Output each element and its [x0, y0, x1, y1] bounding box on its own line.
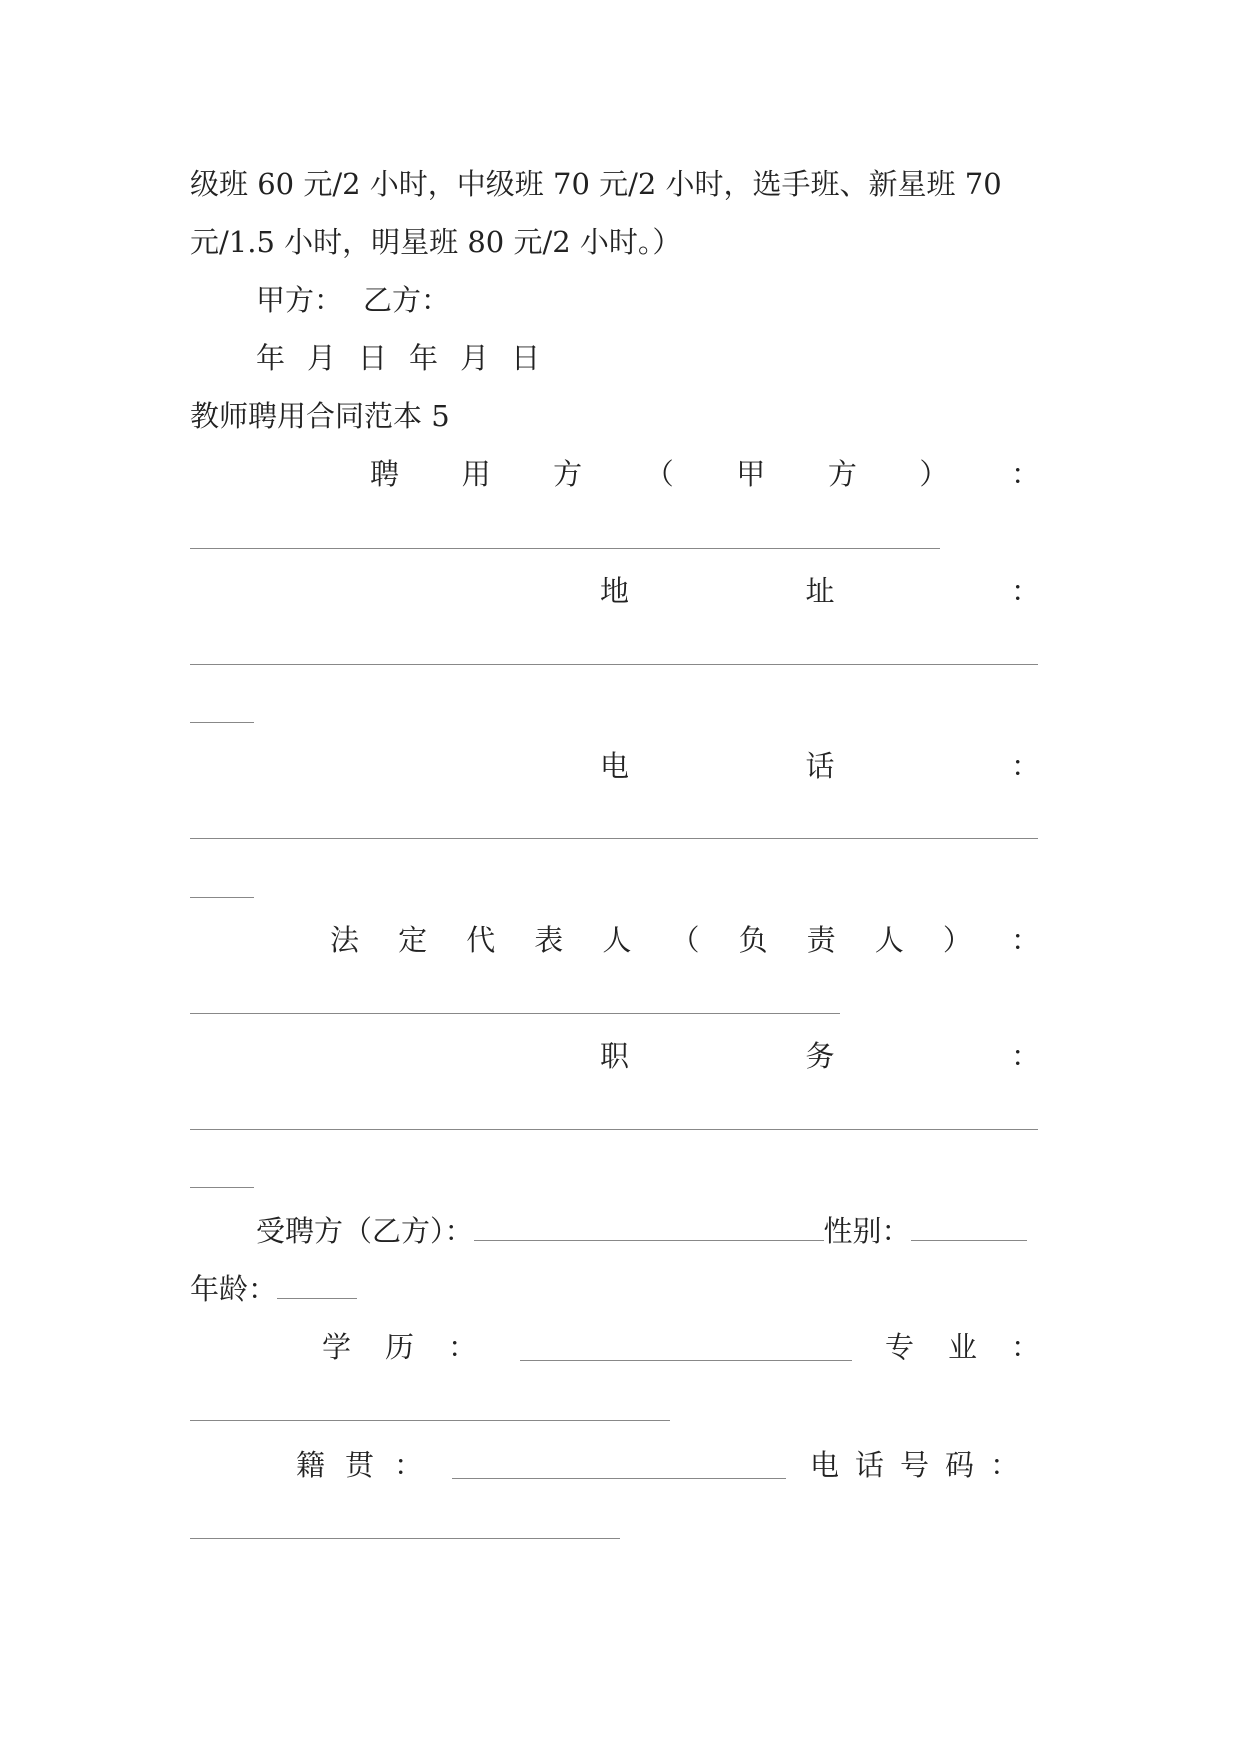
- phone-label-char: ：: [1010, 749, 1040, 783]
- major-chars: [885, 1329, 1040, 1365]
- address-label-char: 地: [600, 574, 630, 608]
- education-label-char: ：: [448, 1330, 478, 1364]
- employer-name-blank: [190, 548, 940, 549]
- legal-rep-label-char: 责: [806, 923, 836, 957]
- party-a-label: 甲方：: [256, 283, 344, 317]
- date-char: 月: [460, 341, 490, 375]
- phone-blank-continued: [190, 897, 254, 898]
- phone-number-label-char: ：: [990, 1448, 1020, 1482]
- employer-label-char: 用: [461, 457, 491, 491]
- age-line: [190, 1271, 357, 1307]
- native-place-label-char: ：: [394, 1448, 424, 1482]
- legal-rep-label-char: （: [670, 923, 700, 957]
- position-label-char: 职: [600, 1039, 630, 1073]
- native-place-label-char: 贯: [345, 1448, 375, 1482]
- position-blank-continued: [190, 1187, 254, 1188]
- section-title: 教师聘用合同范本 5: [190, 399, 450, 433]
- native-place-blank: [452, 1478, 786, 1479]
- legal-rep-label-char: 人: [602, 923, 632, 957]
- phone-number-label-char: 电: [810, 1448, 840, 1482]
- date-char: 月: [307, 341, 337, 375]
- gender-label: 性别：: [823, 1214, 911, 1248]
- employer-label-char: （: [644, 457, 674, 491]
- gender-blank: [911, 1214, 1027, 1241]
- address-label-row: [190, 573, 1040, 609]
- phone-number-chars: [810, 1447, 1019, 1483]
- date-line: [256, 340, 540, 376]
- education-blank: [520, 1360, 852, 1361]
- age-label: 年龄：: [190, 1272, 278, 1306]
- fee-text-line-1: 级班 60 元/2 小时，中级班 70 元/2 小时，选手班、新星班 70: [190, 167, 1002, 201]
- employer-label-char: 方: [827, 457, 857, 491]
- phone-label-char: 话: [805, 749, 835, 783]
- native-place-label-char: 籍: [296, 1448, 326, 1482]
- party-b-label: 乙方：: [363, 283, 451, 317]
- major-label-char: ：: [1011, 1330, 1041, 1364]
- address-label-char: ：: [1010, 574, 1040, 608]
- employer-label-char: ：: [1010, 457, 1040, 491]
- phone-number-label-char: 号: [900, 1448, 930, 1482]
- address-blank-continued: [190, 722, 254, 723]
- legal-rep-label-char: ）: [942, 923, 972, 957]
- address-label-char: 址: [805, 574, 835, 608]
- age-blank: [277, 1272, 357, 1299]
- position-label-char: ：: [1010, 1039, 1040, 1073]
- date-char: 年: [256, 341, 286, 375]
- legal-rep-label-char: 定: [398, 923, 428, 957]
- legal-rep-label-char: 法: [330, 923, 360, 957]
- fee-text-line-2: 元/1.5 小时，明星班 80 元/2 小时。）: [190, 225, 682, 259]
- employee-name-blank: [474, 1214, 824, 1241]
- phone-number-label-char: 码: [945, 1448, 975, 1482]
- employer-label-char: 甲: [736, 457, 766, 491]
- legal-rep-label-char: 代: [466, 923, 496, 957]
- phone-label-row: [190, 748, 1040, 784]
- employer-label-char: 方: [553, 457, 583, 491]
- legal-rep-blank: [190, 1013, 840, 1014]
- legal-rep-label-char: 人: [874, 923, 904, 957]
- education-label-char: 学: [322, 1330, 352, 1364]
- legal-rep-label-row: [190, 922, 1040, 958]
- native-place-chars: [296, 1447, 423, 1483]
- employer-label-char: ）: [919, 457, 949, 491]
- employee-label: 受聘方（乙方）：: [256, 1214, 474, 1248]
- major-label-char: 专: [885, 1330, 915, 1364]
- employee-label-line: [256, 1213, 1027, 1249]
- legal-rep-label-char: 负: [738, 923, 768, 957]
- major-label-char: 业: [948, 1330, 978, 1364]
- phone-blank: [190, 838, 1038, 839]
- employer-label-row: [190, 456, 1040, 492]
- major-blank: [190, 1420, 670, 1421]
- phone-number-label-char: 话: [855, 1448, 885, 1482]
- signature-line: [256, 282, 450, 318]
- education-chars: [322, 1329, 477, 1365]
- employer-label-char: 聘: [370, 457, 400, 491]
- date-char: 日: [358, 341, 388, 375]
- address-blank: [190, 664, 1038, 665]
- education-label-char: 历: [385, 1330, 415, 1364]
- position-label-row: [190, 1038, 1040, 1074]
- phone-label-char: 电: [600, 749, 630, 783]
- date-char: 日: [511, 341, 541, 375]
- position-blank: [190, 1129, 1038, 1130]
- legal-rep-label-char: 表: [534, 923, 564, 957]
- phone-number-blank: [190, 1538, 620, 1539]
- legal-rep-label-char: ：: [1010, 923, 1040, 957]
- position-label-char: 务: [805, 1039, 835, 1073]
- date-char: 年: [409, 341, 439, 375]
